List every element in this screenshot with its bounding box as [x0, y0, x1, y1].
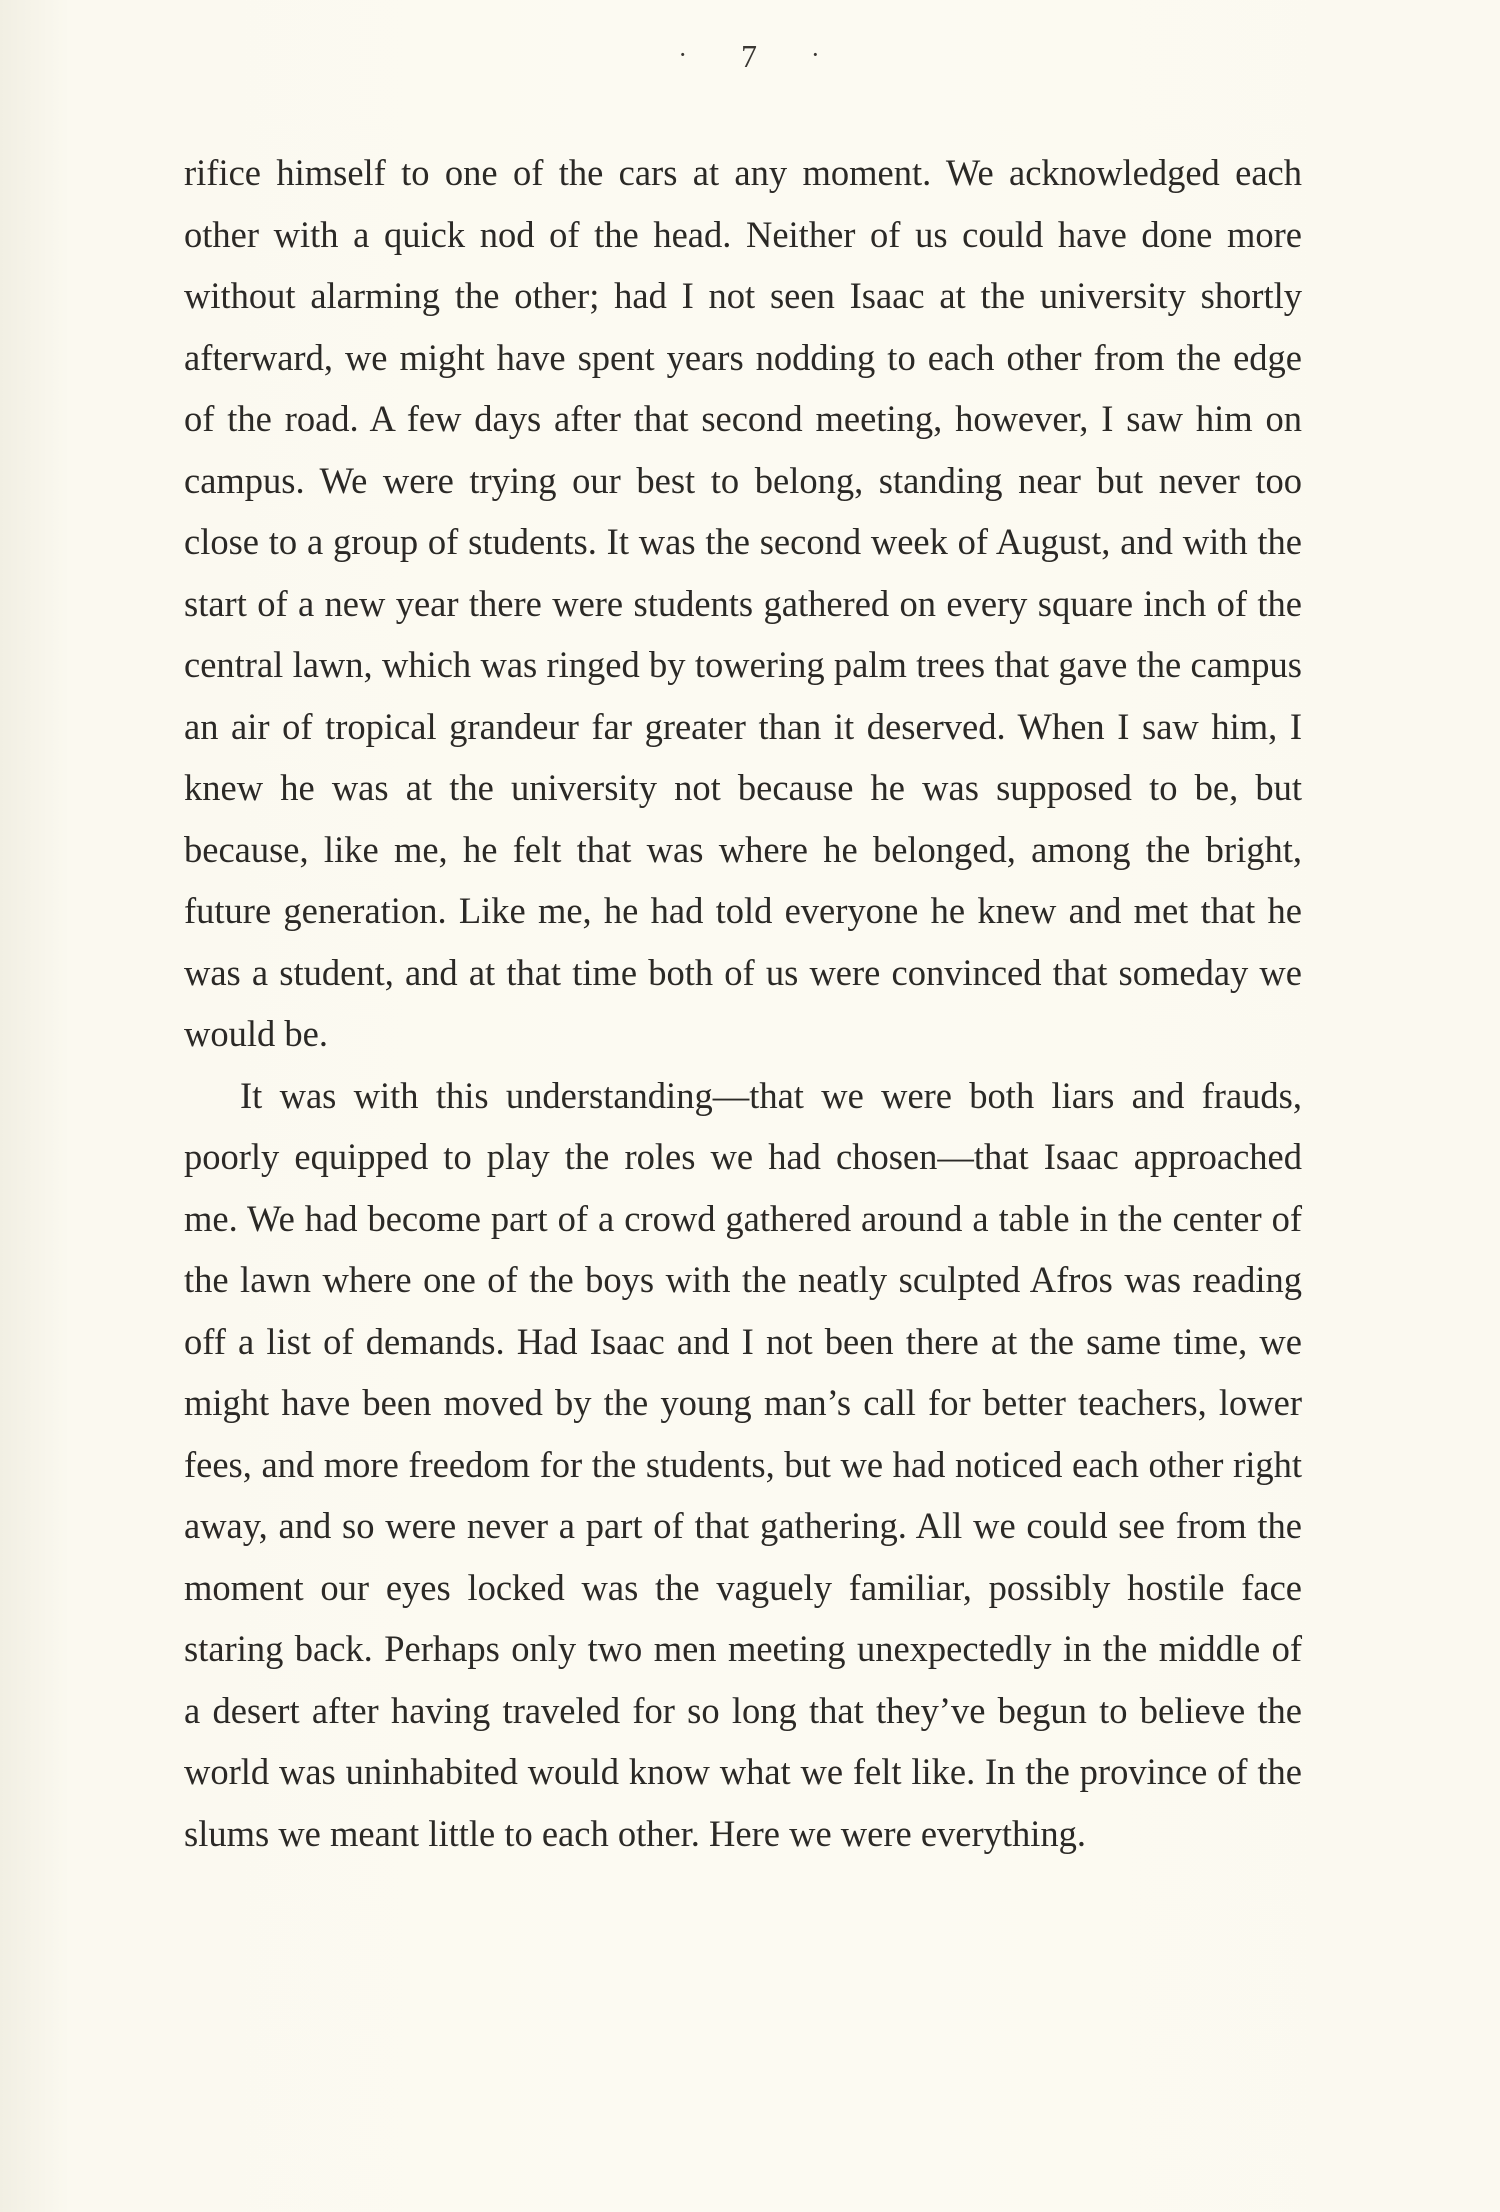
paragraph-new: It was with this understanding—that we were both liars and frauds, poorly equipped to play the roles we had chosen—that Isaac approached me. We had become part of a crowd gathered around a table in the center of the lawn where one of the boys with the neatly sculpted Afros was reading off a list of demands. Had Isaac and I not been there at the same time, we might have been moved by the young man’s call for better teachers, lower fees, and more freedom for the students, but we had noticed each other right away, and so were never a part of that gathering. All we could see from the moment our eyes locked was the vaguely familiar, possibly hostile face staring back. Perhaps only two men meeting unexpectedly in the middle of a desert after having traveled for so long that they’ve begun to believe the world was uninhabited would know what we felt like. In the province of the slums we meant little to each other. Here we were everything.	[184, 1074, 1302, 1854]
running-head	[0, 38, 1500, 75]
body-text	[184, 142, 1302, 1864]
running-head-dot-right: ·	[811, 40, 822, 69]
paragraph-continued: rifice himself to one of the cars at any moment. We acknowledged each other with a quick nod of the head. Neither of us could have done more without alarming the other; had I not seen Isaac at the university shortly afterward, we might have spent years nodding to each other from the edge of the road. A few days after that second meeting, however, I saw him on campus. We were trying our best to belong, standing near but never too close to a group of students. It was the second week of August, and with the start of a new year there were students gathered on every square inch of the central lawn, which was ringed by towering palm trees that gave the campus an air of tropical grandeur far greater than it deserved. When I saw him, I knew he was at the university not because he was supposed to be, but because, like me, he felt that was where he belonged, among the bright, future generation. Like me, he had told everyone he knew and met that he was a student, and at that time both of us were convinced that someday we would be.	[184, 152, 1302, 1054]
page-number: 7	[741, 38, 759, 74]
running-head-dot-left: ·	[678, 40, 689, 69]
